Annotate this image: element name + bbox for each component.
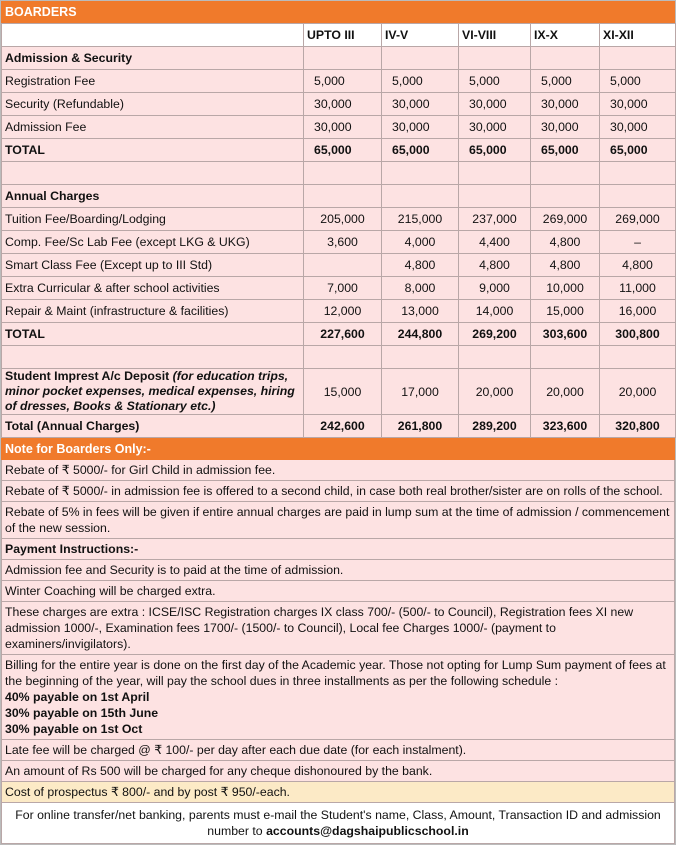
fee-value: 12,000 (304, 300, 382, 323)
row-label: Admission Fee (2, 116, 304, 139)
imprest-row (2, 369, 676, 415)
fee-value: 16,000 (600, 300, 676, 323)
row-label: Security (Refundable) (2, 93, 304, 116)
blank-cell (304, 47, 382, 70)
fee-value: 30,000 (382, 93, 459, 116)
blank-cell (531, 47, 600, 70)
total-value: 65,000 (304, 139, 382, 162)
row-label: Registration Fee (2, 70, 304, 93)
column-header-row (2, 24, 676, 47)
blank-cell (2, 346, 304, 369)
fee-value: 5,000 (459, 70, 531, 93)
fee-value: 4,800 (531, 254, 600, 277)
fee-value: 4,800 (531, 231, 600, 254)
section-heading-row (2, 47, 676, 70)
blank-cell (382, 47, 459, 70)
blank-cell (304, 346, 382, 369)
grand-total-label: Total (Annual Charges) (2, 415, 304, 438)
table-row (2, 208, 676, 231)
payment-note: These charges are extra : ICSE/ISC Registration charges IX class 700/- (500/- to Council), Registration fees XI new admission 1000/-, Examination fees 1700/- (1500/- to Council), Local fee Charges 1000/- (payment to examiners/invigilators). (1, 602, 675, 655)
note-header: Note for Boarders Only:- (1, 438, 675, 460)
grand-total-row (2, 415, 676, 438)
note-item: Rebate of ₹ 5000/- in admission fee is offered to a second child, in case both real brother/sister are on rolls of the school. (1, 481, 675, 502)
fee-value: 4,800 (382, 254, 459, 277)
fee-value: 215,000 (382, 208, 459, 231)
blank-cell (2, 162, 304, 185)
fee-value: 30,000 (304, 93, 382, 116)
fee-value: 30,000 (304, 116, 382, 139)
total-value: 244,800 (382, 323, 459, 346)
blank-cell (459, 162, 531, 185)
grand-total-value: 289,200 (459, 415, 531, 438)
grand-total-value: 320,800 (600, 415, 676, 438)
fee-value: 9,000 (459, 277, 531, 300)
imprest-value: 20,000 (600, 369, 676, 415)
blank-cell (382, 185, 459, 208)
table-row (2, 277, 676, 300)
imprest-note: (for education trips, minor pocket expenses, medical expenses, hiring of dresses, Books & Stationary etc.) (5, 369, 295, 413)
total-label: TOTAL (2, 139, 304, 162)
column-header: UPTO III (304, 24, 382, 47)
fee-value: 3,600 (304, 231, 382, 254)
blank-cell (459, 346, 531, 369)
table-row (2, 300, 676, 323)
total-row (2, 139, 676, 162)
grand-total-value: 261,800 (382, 415, 459, 438)
blank-cell (459, 185, 531, 208)
payment-note: Admission fee and Security is to paid at the time of admission. (1, 560, 675, 581)
section-heading-row (2, 185, 676, 208)
column-header: IX-X (531, 24, 600, 47)
column-header: IV-V (382, 24, 459, 47)
section-heading: Annual Charges (2, 185, 304, 208)
payment-note: Winter Coaching will be charged extra. (1, 581, 675, 602)
blank-cell (382, 162, 459, 185)
billing-note (1, 655, 675, 740)
blank-cell (531, 162, 600, 185)
cheque-note: An amount of Rs 500 will be charged for any cheque dishonoured by the bank. (1, 761, 675, 782)
fee-value: 15,000 (531, 300, 600, 323)
grand-total-value: 323,600 (531, 415, 600, 438)
fee-value: 5,000 (382, 70, 459, 93)
fee-value: 5,000 (304, 70, 382, 93)
blank-cell (459, 47, 531, 70)
total-value: 65,000 (459, 139, 531, 162)
total-value: 65,000 (531, 139, 600, 162)
total-value: 303,600 (531, 323, 600, 346)
blank-cell (382, 346, 459, 369)
imprest-value: 17,000 (382, 369, 459, 415)
installment: 30% payable on 15th June (5, 706, 159, 720)
blank-cell (600, 185, 676, 208)
late-fee-note: Late fee will be charged @ ₹ 100/- per day after each due date (for each instalment). (1, 740, 675, 761)
fee-value: 30,000 (531, 116, 600, 139)
fee-value: 30,000 (600, 116, 676, 139)
total-row (2, 323, 676, 346)
row-label: Repair & Maint (infrastructure & facilities) (2, 300, 304, 323)
note-item: Rebate of 5% in fees will be given if entire annual charges are paid in lump sum at the time of admission / commencement of the new session. (1, 502, 675, 539)
blank-cell (531, 185, 600, 208)
payment-heading: Payment Instructions:- (1, 539, 675, 560)
fee-value: 5,000 (600, 70, 676, 93)
total-label: TOTAL (2, 323, 304, 346)
blank-cell (531, 346, 600, 369)
fee-value: 30,000 (600, 93, 676, 116)
fee-value: – (600, 231, 676, 254)
fee-value: 8,000 (382, 277, 459, 300)
fee-value: 30,000 (459, 116, 531, 139)
blank-cell (304, 162, 382, 185)
fee-value: 237,000 (459, 208, 531, 231)
fee-value: 269,000 (531, 208, 600, 231)
fee-value: 30,000 (382, 116, 459, 139)
column-header: XI-XII (600, 24, 676, 47)
table-row (2, 93, 676, 116)
table-row (2, 116, 676, 139)
table-row (2, 231, 676, 254)
total-value: 65,000 (382, 139, 459, 162)
imprest-value: 20,000 (531, 369, 600, 415)
note-item: Rebate of ₹ 5000/- for Girl Child in admission fee. (1, 460, 675, 481)
fee-value: 4,800 (459, 254, 531, 277)
imprest-label (2, 369, 304, 415)
email-link[interactable]: accounts@dagshaipublicschool.in (266, 824, 469, 838)
fee-value: 11,000 (600, 277, 676, 300)
fee-value: 4,400 (459, 231, 531, 254)
blank-cell (600, 162, 676, 185)
total-value: 269,200 (459, 323, 531, 346)
billing-text: Billing for the entire year is done on the first day of the Academic year. Those not opting for Lump Sum payment of fees at the beginning of the year, will pay the school dues in three installments as per the following schedule : (5, 658, 666, 688)
notes-section (1, 460, 675, 803)
fee-value: 13,000 (382, 300, 459, 323)
fee-value: 30,000 (459, 93, 531, 116)
footer-note (1, 803, 675, 844)
total-value: 300,800 (600, 323, 676, 346)
fee-value: 7,000 (304, 277, 382, 300)
total-value: 227,600 (304, 323, 382, 346)
fee-value: 4,000 (382, 231, 459, 254)
blank-cell (600, 47, 676, 70)
fee-value: 269,000 (600, 208, 676, 231)
prospectus-note: Cost of prospectus ₹ 800/- and by post ₹ 950/-each. (1, 782, 675, 803)
fee-value: 4,800 (600, 254, 676, 277)
row-label: Tuition Fee/Boarding/Lodging (2, 208, 304, 231)
blank-cell (600, 346, 676, 369)
table-row (2, 70, 676, 93)
spacer-row (2, 162, 676, 185)
row-label: Smart Class Fee (Except up to III Std) (2, 254, 304, 277)
fee-value: 10,000 (531, 277, 600, 300)
fee-table (1, 23, 676, 438)
column-header: VI-VIII (459, 24, 531, 47)
imprest-title: Student Imprest A/c Deposit (5, 369, 170, 383)
fee-value: 205,000 (304, 208, 382, 231)
header-blank (2, 24, 304, 47)
installment: 30% payable on 1st Oct (5, 722, 143, 736)
fee-value: 14,000 (459, 300, 531, 323)
fee-value: 5,000 (531, 70, 600, 93)
fee-value (304, 254, 382, 277)
blank-cell (304, 185, 382, 208)
section-heading: Admission & Security (2, 47, 304, 70)
table-row (2, 254, 676, 277)
installment: 40% payable on 1st April (5, 690, 150, 704)
imprest-value: 15,000 (304, 369, 382, 415)
footer-text: For online transfer/net banking, parents must e-mail the Student's name, Class, Amount, Transaction ID and admission number to (15, 808, 661, 838)
row-label: Comp. Fee/Sc Lab Fee (except LKG & UKG) (2, 231, 304, 254)
grand-total-value: 242,600 (304, 415, 382, 438)
fee-value: 30,000 (531, 93, 600, 116)
total-value: 65,000 (600, 139, 676, 162)
spacer-row (2, 346, 676, 369)
imprest-value: 20,000 (459, 369, 531, 415)
row-label: Extra Curricular & after school activities (2, 277, 304, 300)
boarders-header: BOARDERS (1, 1, 675, 23)
